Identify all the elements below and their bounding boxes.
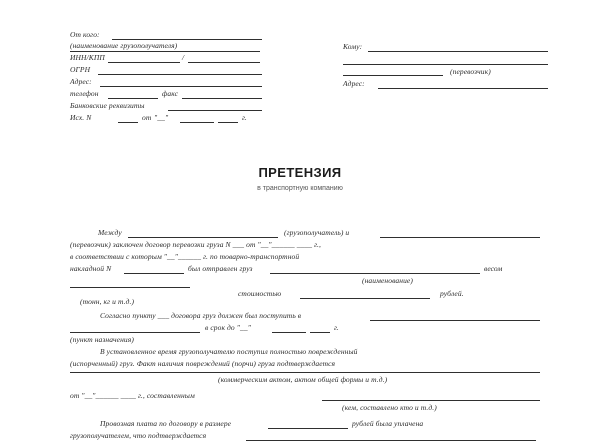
body-carrier-rule bbox=[380, 237, 540, 238]
body-cost-label: стоимостью bbox=[238, 289, 282, 298]
body-waybill-label: накладной N bbox=[70, 264, 112, 273]
body-deadline-label: в срок до "__" bbox=[205, 323, 251, 332]
body-line-damaged: В установленное время грузополучателю поступил полностью поврежденный bbox=[100, 347, 358, 356]
body-line-confirmed: (испорченный) груз. Факт наличия повреждений (порчи) груза подтверждается bbox=[70, 359, 336, 368]
body-act-rule bbox=[70, 372, 540, 373]
sender-phone-label: телефон bbox=[70, 89, 99, 98]
sender-outgoing-year-rule bbox=[218, 122, 238, 123]
body-deadline-year: г. bbox=[334, 323, 339, 332]
body-act-author-rule bbox=[322, 400, 540, 401]
body-deadline-year-rule bbox=[310, 332, 330, 333]
body-destination-rule bbox=[370, 320, 540, 321]
body-weight-label: весом bbox=[484, 264, 503, 273]
sender-address-label: Адрес: bbox=[70, 77, 92, 86]
sender-outgoing-month-rule bbox=[180, 122, 214, 123]
body-cargo-rule bbox=[270, 273, 480, 274]
body-cargo-hint: (наименование) bbox=[362, 276, 413, 285]
body-proof-rule bbox=[246, 440, 536, 441]
sender-inn-rule bbox=[108, 62, 180, 63]
body-act-author-hint: (кем, составлено кто и т.д.) bbox=[342, 403, 437, 412]
recipient-to-label: Кому: bbox=[343, 42, 363, 51]
sender-from-rule bbox=[112, 39, 262, 40]
sender-outgoing-year: г. bbox=[242, 113, 247, 122]
sender-ogrn-label: ОГРН bbox=[70, 65, 91, 74]
body-sent-label: был отправлен груз bbox=[188, 264, 253, 273]
body-line-proof: грузополучателем, что подтверждается bbox=[70, 431, 207, 440]
document-title: ПРЕТЕНЗИЯ bbox=[258, 165, 342, 180]
body-consignee-hint: (грузополучатель) и bbox=[284, 228, 350, 237]
body-line-accordance: в соответствии с которым "__"______ г. по товарно-транспортной bbox=[70, 252, 300, 261]
recipient-address-label: Адрес: bbox=[343, 79, 365, 88]
body-act-hint: (коммерческим актом, актом общей формы и т.д.) bbox=[218, 375, 388, 384]
body-deadline-month-rule bbox=[272, 332, 306, 333]
recipient-address-rule bbox=[378, 88, 548, 89]
sender-from-label: От кого: bbox=[70, 30, 100, 39]
body-between: Между bbox=[98, 228, 122, 237]
sender-inn-slash: / bbox=[182, 53, 185, 62]
body-fee-rule bbox=[268, 428, 348, 429]
sender-bank-label: Банковские реквизиты bbox=[70, 101, 145, 110]
recipient-role-hint: (перевозчик) bbox=[450, 67, 491, 76]
body-fee-paid: рублей была уплачена bbox=[352, 419, 424, 428]
body-line-clause: Согласно пункту ___ договора груз должен был поступить в bbox=[100, 311, 302, 320]
sender-address-rule bbox=[100, 86, 262, 87]
body-weight-rule bbox=[70, 287, 190, 288]
sender-inn-label: ИНН/КПП bbox=[70, 53, 105, 62]
sender-fax-label: факс bbox=[162, 89, 179, 98]
sender-fax-rule bbox=[182, 98, 262, 99]
sender-bank-rule bbox=[168, 110, 262, 111]
body-consignee-rule bbox=[128, 237, 278, 238]
sender-name-hint: (наименование грузополучателя) bbox=[70, 41, 178, 50]
document-subtitle: в транспортную компанию bbox=[257, 185, 343, 192]
sender-phone-rule bbox=[108, 98, 158, 99]
body-fee-label: Провозная плата по договору в размере bbox=[100, 419, 232, 428]
sender-kpp-rule bbox=[188, 62, 260, 63]
body-destination-rule-2 bbox=[70, 332, 200, 333]
recipient-role-rule bbox=[343, 75, 443, 76]
sender-name-rule bbox=[70, 51, 260, 52]
sender-outgoing-label: Исх. N bbox=[70, 113, 92, 122]
recipient-to-rule bbox=[368, 51, 548, 52]
recipient-name-rule bbox=[343, 64, 548, 65]
body-line-contract: (перевозчик) заключен договор перевозки груза N ___ от "__"______ ____ г., bbox=[70, 240, 321, 249]
body-waybill-rule bbox=[124, 273, 184, 274]
body-rubles: рублей. bbox=[440, 289, 464, 298]
sender-ogrn-rule bbox=[98, 74, 262, 75]
body-destination-hint: (пункт назначения) bbox=[70, 335, 134, 344]
body-units-hint: (тонн, кг и т.д.) bbox=[80, 297, 135, 306]
body-cost-rule bbox=[300, 298, 430, 299]
body-act-date: от "__"______ ____ г., составленным bbox=[70, 391, 195, 400]
sender-outgoing-from: от bbox=[142, 113, 152, 122]
sender-outgoing-day: "__" bbox=[154, 113, 169, 122]
sender-outgoing-rule bbox=[118, 122, 138, 123]
